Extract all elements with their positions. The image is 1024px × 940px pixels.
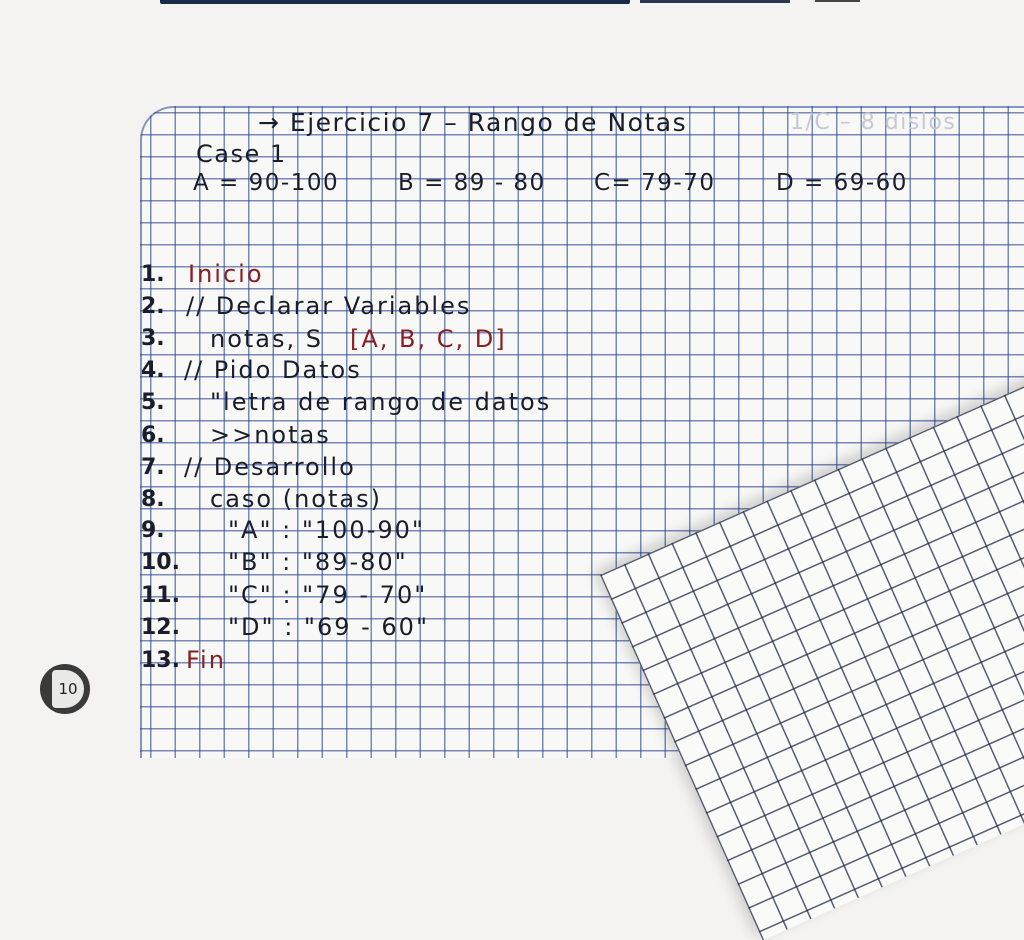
line-number: 2. [141,294,165,319]
line-number: 10. [141,550,180,575]
line-number: 9. [141,518,165,543]
top-edge-line [160,0,630,4]
top-edge-line [640,0,790,3]
line-number: 7. [141,455,165,480]
step-text: "letra de rango de datos [210,388,552,416]
step-text: Inicio [188,260,264,288]
step-text: "C" : "79 - 70" [228,581,428,609]
range-c: C= 79-70 [594,170,716,196]
step-text: "D" : "69 - 60" [228,613,429,641]
line-number: 8. [141,487,165,512]
step-text: // Declarar Variables [186,292,472,320]
step-text: "B" : "89-80" [228,548,408,576]
page-number-badge [40,664,90,714]
step-text: "A" : "100-90" [228,516,425,544]
array-values: [A, B, C, D] [350,325,507,353]
range-a: A = 90-100 [193,170,340,196]
step-text: notas, S [210,325,324,353]
case-label: Case 1 [196,140,287,168]
step-text: // Pido Datos [184,356,362,384]
step-text: caso (notas) [210,485,382,513]
line-number: 3. [141,326,165,351]
step-text: Fin [186,646,226,674]
range-d: D = 69-60 [776,170,908,196]
line-number: 1. [141,262,165,287]
line-number: 12. [141,615,180,640]
range-b: B = 89 - 80 [398,170,546,196]
line-number: 5. [141,390,165,415]
line-number: 6. [141,423,165,448]
page-number: 10 [52,670,84,708]
line-number: 4. [141,358,165,383]
top-edge-line [815,0,860,2]
faded-title-text: 1/C – 8 dislos [790,110,957,135]
line-number: 11. [141,583,180,608]
exercise-title: → Ejercicio 7 – Rango de Notas [258,108,688,137]
step-text: >>notas [210,421,331,449]
line-number: 13. [141,648,180,673]
step-text: // Desarrollo [184,453,356,481]
